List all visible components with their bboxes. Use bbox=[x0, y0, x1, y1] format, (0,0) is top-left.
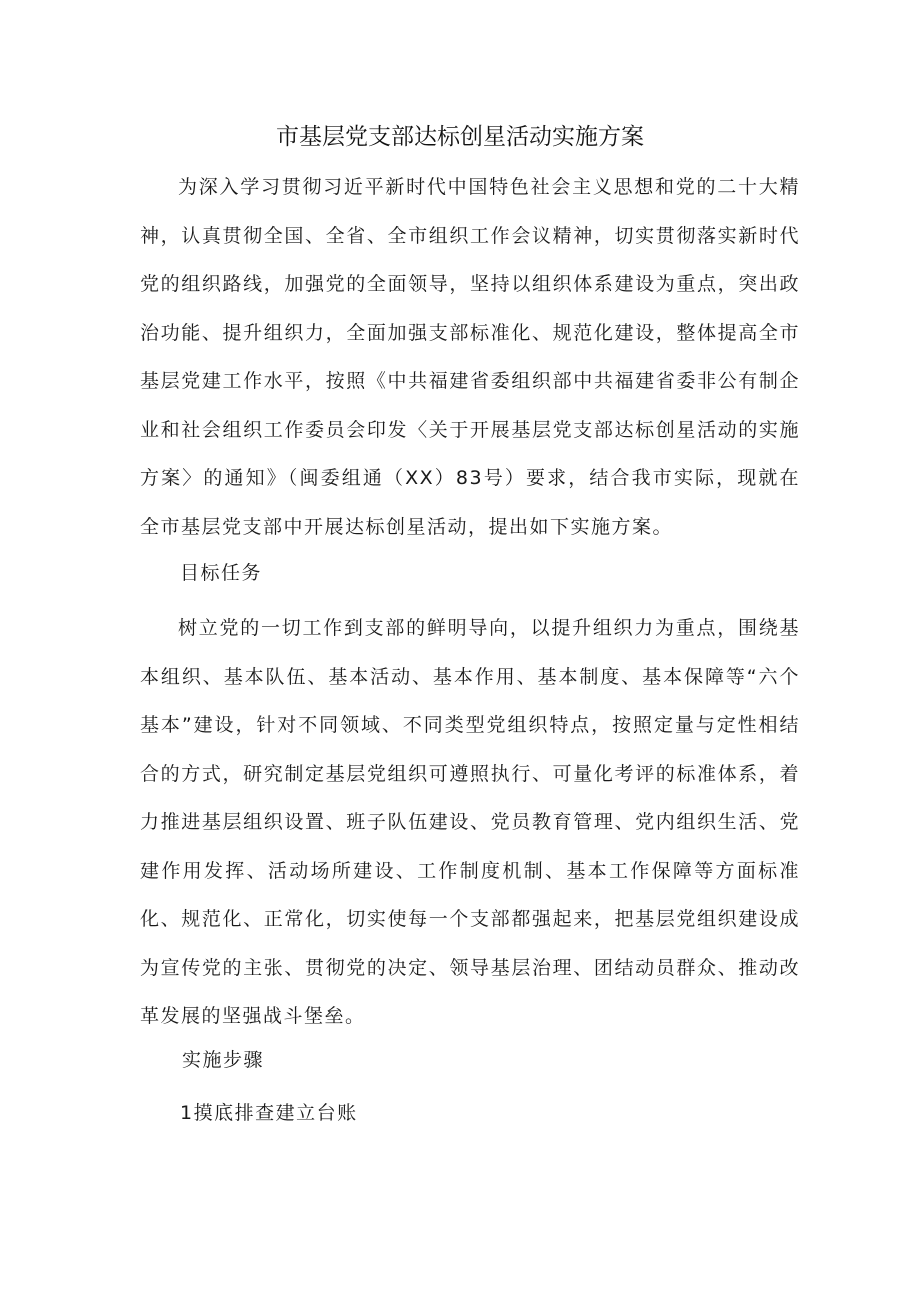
document-title: 市基层党支部达标创星活动实施方案 bbox=[276, 124, 644, 150]
goals-paragraph: 树立党的一切工作到支部的鲜明导向，以提升组织力为重点，围绕基本组织、基本队伍、基本活动、基本作用、基本制度、基本保障等“六个基本”建设，针对不同领域、不同类型党组织特点，按照定量与定性相结合的方式，研究制定基层党组织可遵照执行、可量化考评的标准体系，着力推进基层组织设置、班子队伍建设、党员教育管理、党内组织生活、党建作用发挥、活动场所建设、工作制度机制、基本工作保障等方面标准化、规范化、正常化，切实使每一个支部都强起来，把基层党组织建设成为宣传党的主张、贯彻党的决定、领导基层治理、团结动员群众、推动改革发展的坚强战斗堡垒。 bbox=[140, 617, 800, 1027]
section-heading-steps: 实施步骤 bbox=[182, 1049, 265, 1071]
intro-paragraph: 为深入学习贯彻习近平新时代中国特色社会主义思想和党的二十大精神，认真贯彻全国、全省、全市组织工作会议精神，切实贯彻落实新时代党的组织路线，加强党的全面领导，坚持以组织体系建设为重点，突出政治功能、提升组织力，全面加强支部标准化、规范化建设，整体提高全市基层党建工作水平，按照《中共福建省委组织部中共福建省委非公有制企业和社会组织工作委员会印发〈关于开展基层党支部达标创星活动的实施方案〉的通知》（闽委组通（XX）83号）要求，结合我市实际，现就在全市基层党支部中开展达标创星活动，提出如下实施方案。 bbox=[140, 176, 800, 538]
section-heading-goals: 目标任务 bbox=[180, 562, 263, 584]
subsection-heading-step-1: 1摸底排查建立台账 bbox=[180, 1102, 358, 1124]
